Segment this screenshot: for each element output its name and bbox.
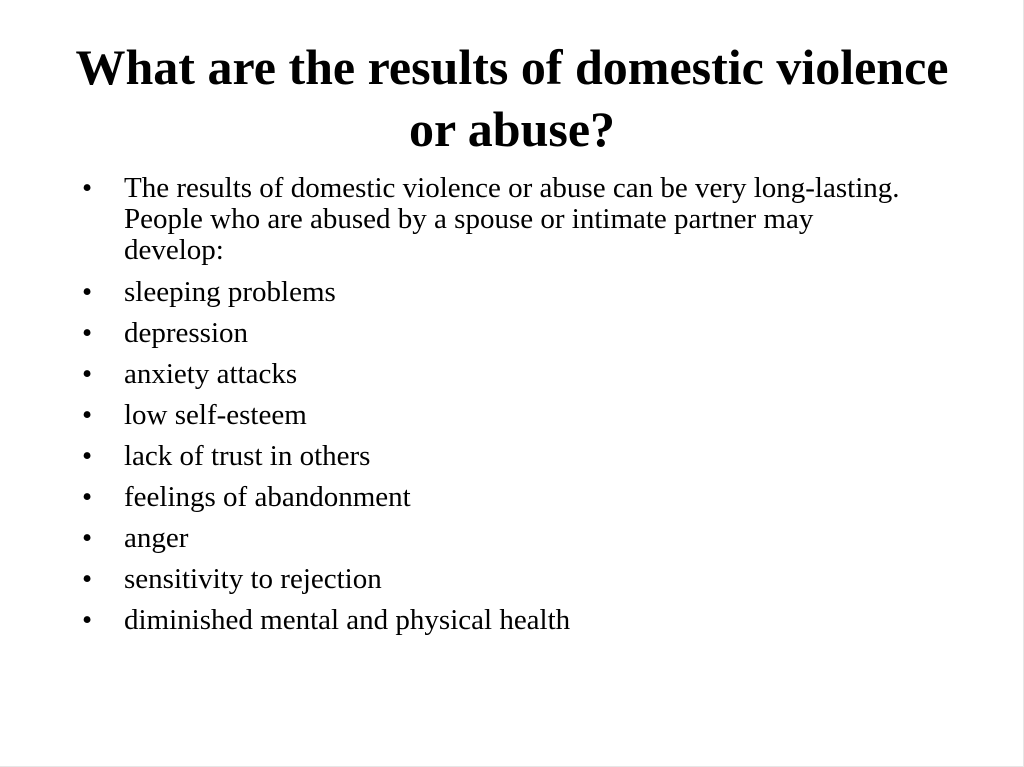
list-item xyxy=(82,564,912,595)
bullet-icon: • xyxy=(82,399,93,431)
bullet-icon: • xyxy=(82,172,93,204)
bullet-text: low self-esteem xyxy=(124,399,307,431)
bullet-text: sleeping problems xyxy=(124,276,336,308)
bullet-icon: • xyxy=(82,563,93,595)
bullet-text: sensitivity to rejection xyxy=(124,563,382,595)
list-item xyxy=(82,523,912,554)
bullet-icon: • xyxy=(82,358,93,390)
list-item xyxy=(82,318,912,349)
list-item xyxy=(82,482,912,513)
bullet-icon: • xyxy=(82,481,93,513)
bullet-text: diminished mental and physical health xyxy=(124,604,571,636)
bullet-text: The results of domestic violence or abuse can be very long-lasting. People who are abused by a spouse or intimate partner may develop: xyxy=(124,172,900,266)
list-item xyxy=(82,277,912,308)
slide-title: What are the results of domestic violence or abuse? xyxy=(75,39,949,157)
bullet-icon: • xyxy=(82,440,93,472)
list-item xyxy=(82,605,912,636)
list-item xyxy=(82,400,912,431)
list-item xyxy=(82,441,912,472)
list-item xyxy=(82,359,912,390)
bullet-text: depression xyxy=(124,317,249,349)
bullet-icon: • xyxy=(82,604,93,636)
bullet-icon: • xyxy=(82,522,93,554)
bullet-text: lack of trust in others xyxy=(124,440,371,472)
bullet-list xyxy=(82,173,912,646)
bullet-text: feelings of abandonment xyxy=(124,481,411,513)
list-item xyxy=(82,173,912,266)
bullet-text: anxiety attacks xyxy=(124,358,298,390)
bullet-icon: • xyxy=(82,317,93,349)
bullet-text: anger xyxy=(124,522,189,554)
bullet-icon: • xyxy=(82,276,93,308)
